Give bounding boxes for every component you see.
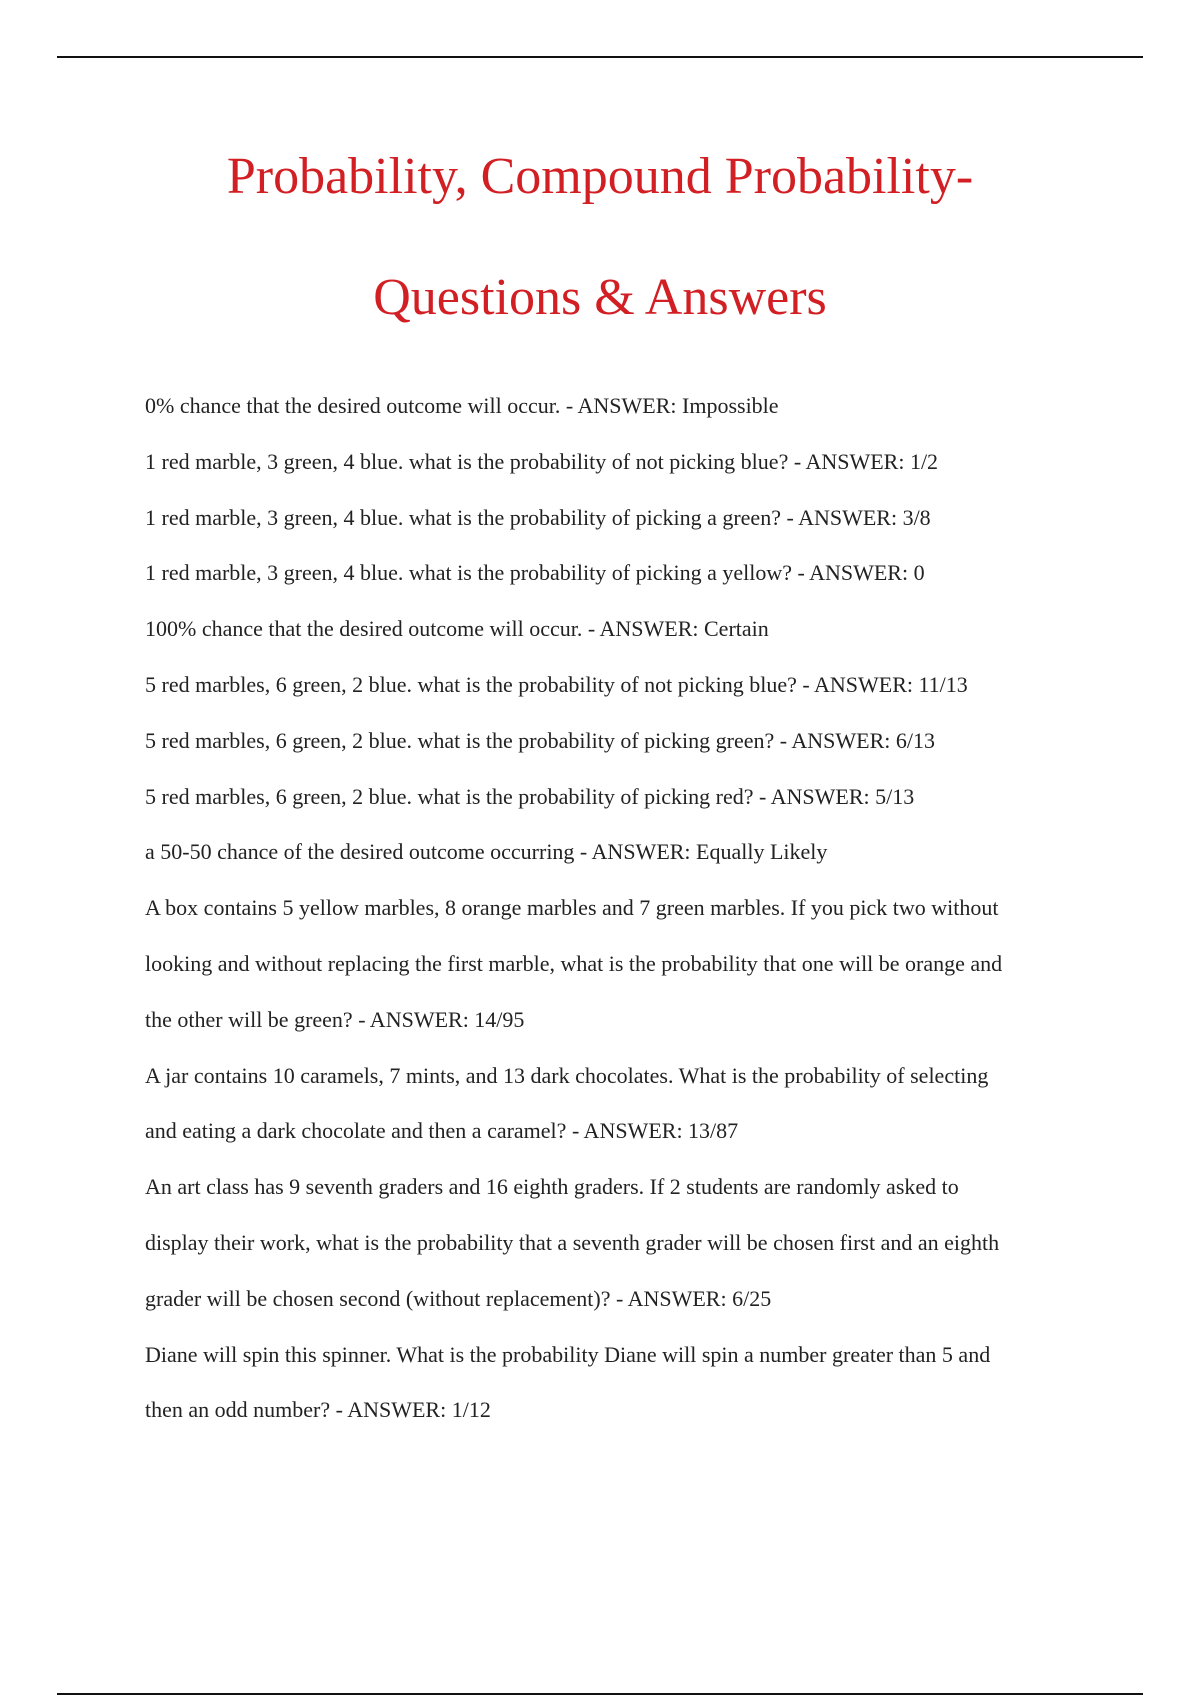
qa-line: 0% chance that the desired outcome will occur. - ANSWER: Impossible bbox=[145, 393, 779, 418]
qa-line: a 50-50 chance of the desired outcome occurring - ANSWER: Equally Likely bbox=[145, 839, 828, 865]
qa-line: A box contains 5 yellow marbles, 8 orange marbles and 7 green marbles. If you pick two without bbox=[145, 895, 999, 921]
qa-line: Diane will spin this spinner. What is the probability Diane will spin a number greater than 5 and bbox=[145, 1341, 991, 1367]
bottom-divider bbox=[57, 1693, 1143, 1695]
qa-line: and eating a dark chocolate and then a caramel? - ANSWER: 13/87 bbox=[145, 1118, 739, 1144]
qa-line: 5 red marbles, 6 green, 2 blue. what is the probability of not picking blue? - ANSWER: 11/13 bbox=[145, 671, 968, 697]
qa-line: 5 red marbles, 6 green, 2 blue. what is the probability of picking red? - ANSWER: 5/13 bbox=[145, 783, 915, 809]
qa-line: 5 red marbles, 6 green, 2 blue. what is the probability of picking green? - ANSWER: 6/13 bbox=[145, 727, 935, 753]
qa-line: the other will be green? - ANSWER: 14/95 bbox=[145, 1006, 525, 1032]
qa-list bbox=[145, 378, 1095, 1438]
qa-line: An art class has 9 seventh graders and 16 eighth graders. If 2 students are randomly asked to bbox=[145, 1174, 959, 1200]
top-divider bbox=[57, 56, 1143, 58]
qa-line: 100% chance that the desired outcome will occur. - ANSWER: Certain bbox=[145, 616, 769, 642]
page-title-line-1: Probability, Compound Probability- bbox=[226, 148, 974, 205]
qa-line: then an odd number? - ANSWER: 1/12 bbox=[145, 1397, 491, 1423]
qa-line: 1 red marble, 3 green, 4 blue. what is the probability of not picking blue? - ANSWER: 1/2 bbox=[145, 448, 939, 474]
qa-line: display their work, what is the probability that a seventh grader will be chosen first and an eighth bbox=[145, 1229, 1000, 1255]
qa-line: looking and without replacing the first marble, what is the probability that one will be orange and bbox=[145, 950, 1003, 976]
qa-line: 1 red marble, 3 green, 4 blue. what is the probability of picking a green? - ANSWER: 3/8 bbox=[145, 504, 931, 530]
qa-line: 1 red marble, 3 green, 4 blue. what is the probability of picking a yellow? - ANSWER: 0 bbox=[145, 560, 925, 586]
page-title-line-2: Questions & Answers bbox=[373, 269, 827, 326]
qa-line: grader will be chosen second (without replacement)? - ANSWER: 6/25 bbox=[145, 1285, 772, 1311]
qa-line: A jar contains 10 caramels, 7 mints, and 13 dark chocolates. What is the probability of selecting bbox=[145, 1062, 989, 1088]
